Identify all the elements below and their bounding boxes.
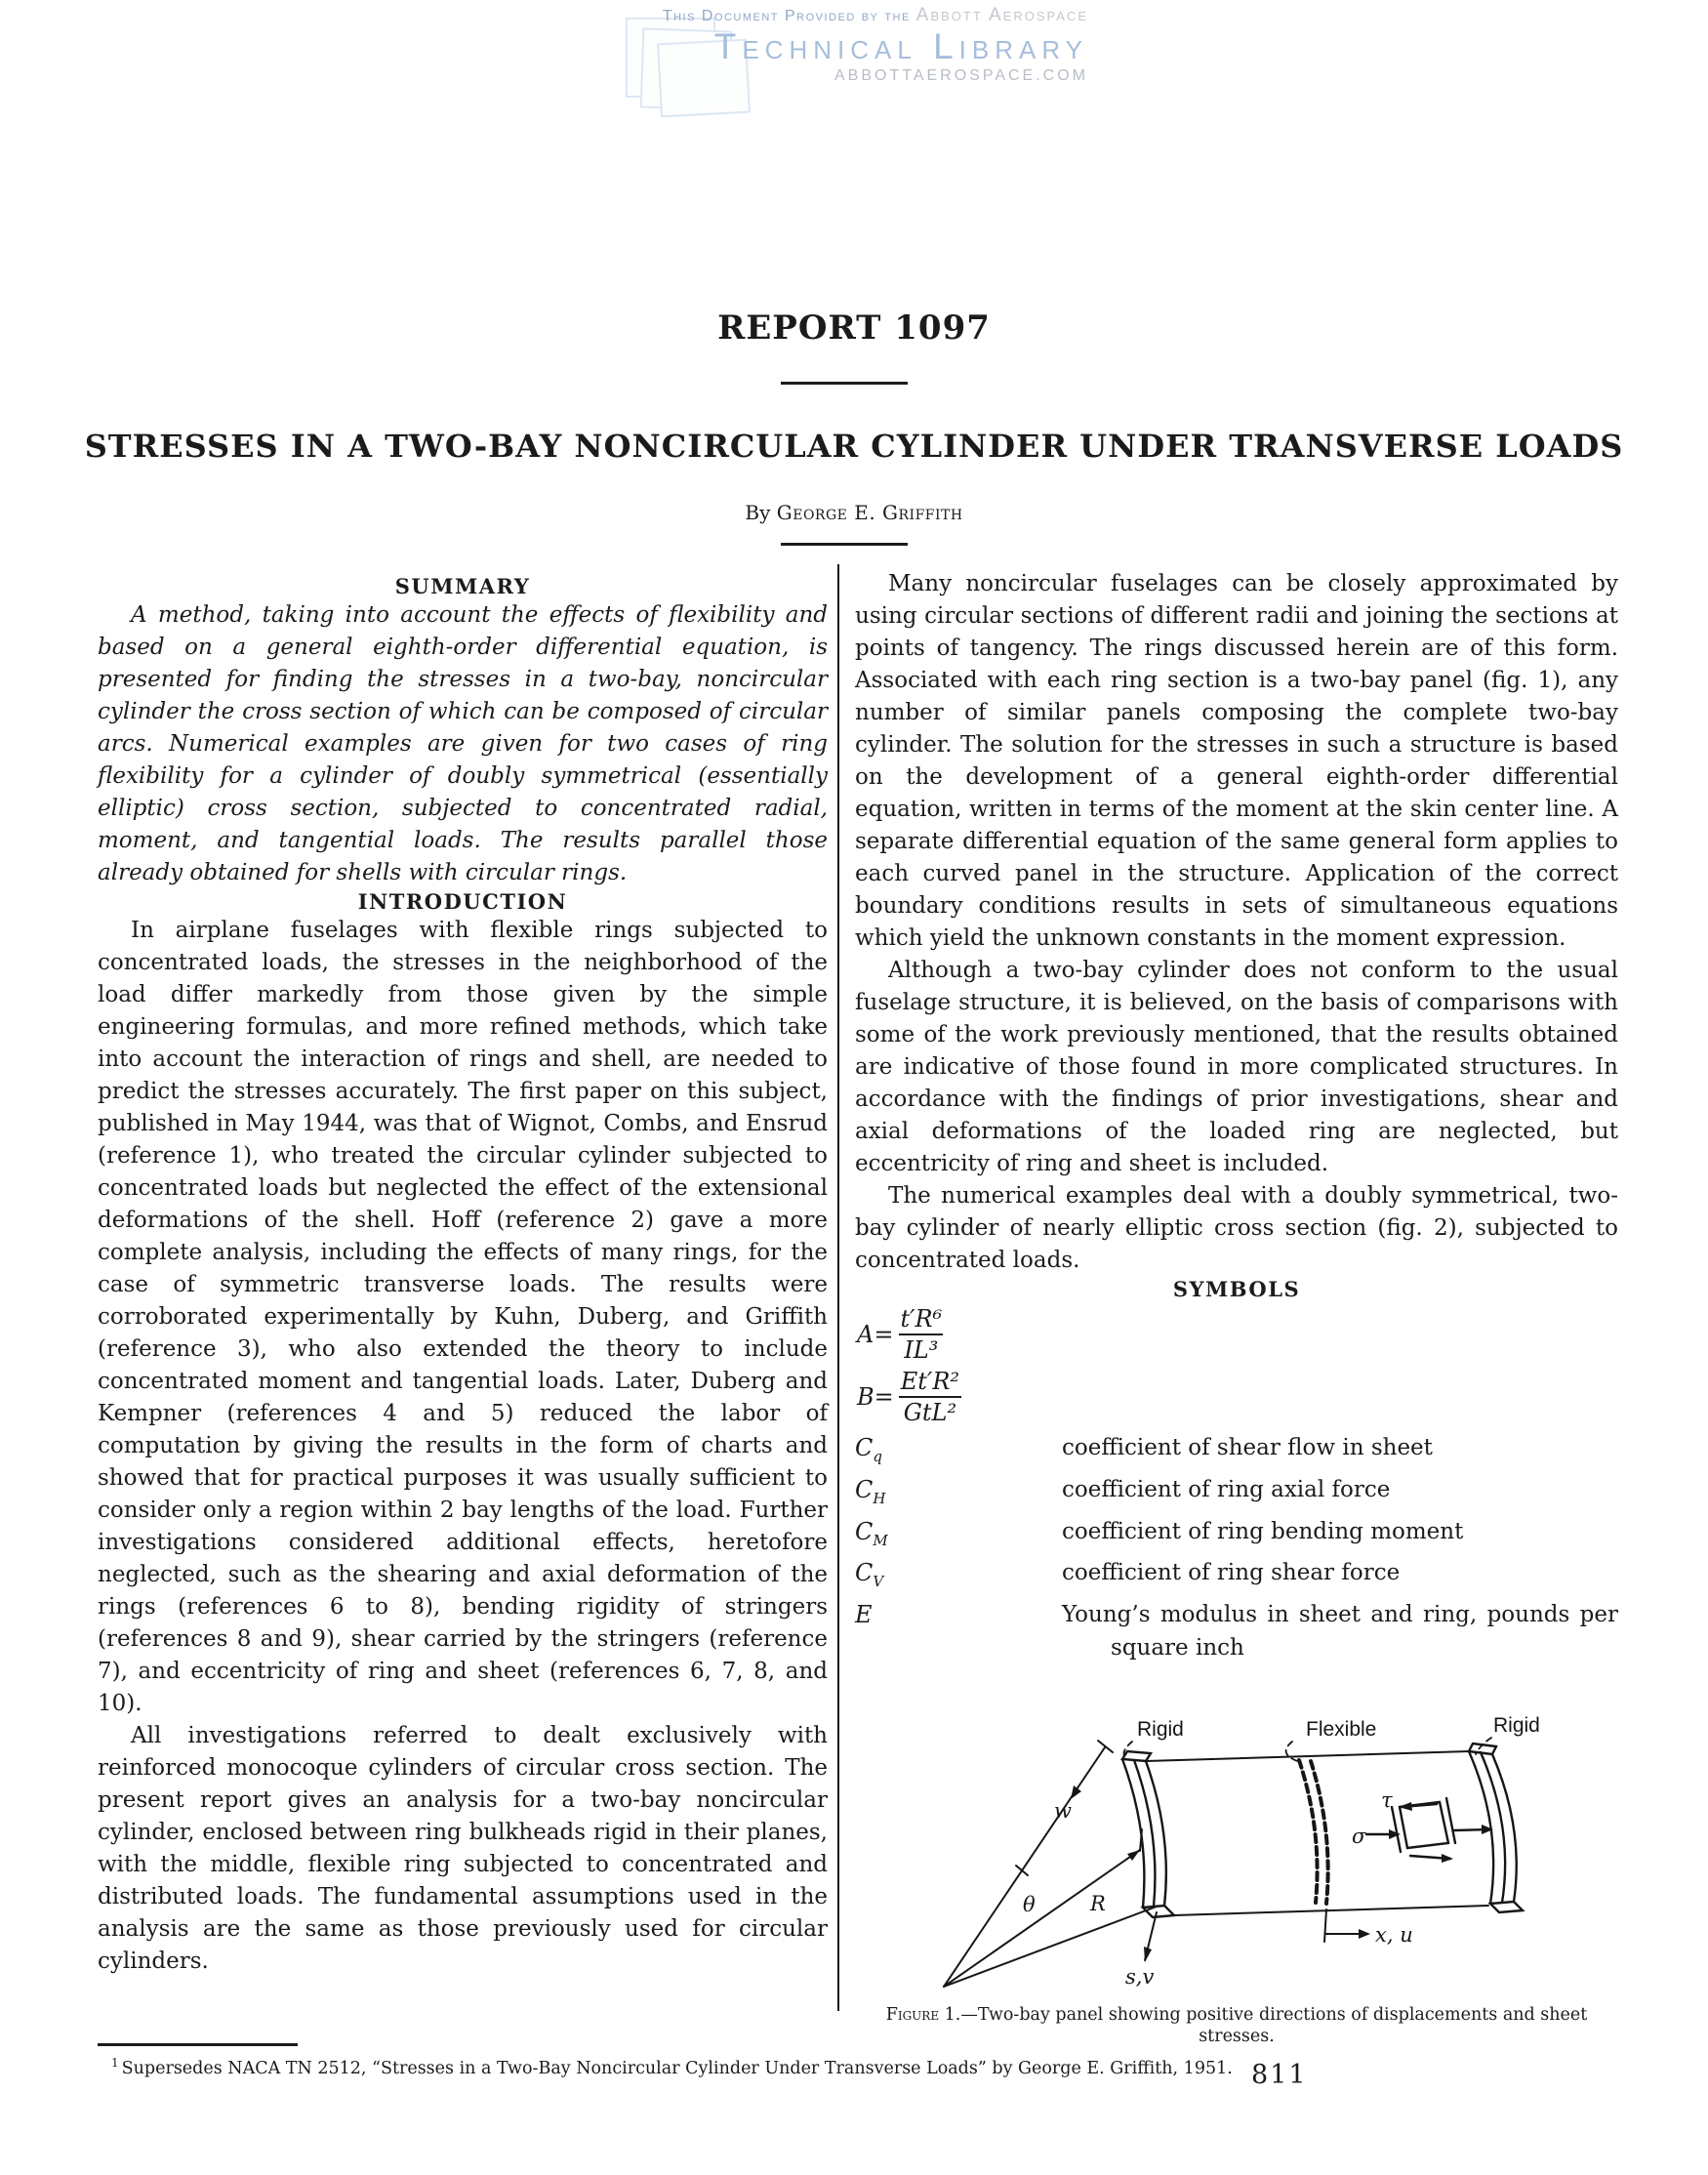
logo-provided-by-line [571,6,1088,26]
symbol-row-Cq [855,1431,1618,1473]
symbol-definition-CH: coefficient of ring axial force [1062,1476,1391,1502]
logo-technical-library-text: Technical Library [713,25,1088,66]
equation-B-denominator: GtL² [899,1396,961,1425]
abbott-aerospace-logo [571,6,1088,84]
logo-website-text: ABBOTTAEROSPACE.COM [834,66,1088,84]
summary-paragraph: A method, taking into account the effects of flexibility and based on a general eighth-order differential equation, is presented for finding the stresses in a two-bay, noncircular cylinder the cross section of which can be composed of circular arcs. Numerical examples are given for two cases of ring flexibility for a cylinder of doubly symmetrical (essentially elliptic) cross section, subjected to concentrated radial, moment, and tangential loads. The results parallel those already obtained for shells with circular rings. [98,602,828,885]
introduction-paragraph-2: All investigations referred to dealt exclusively with reinforced monocoque cylinders of circular cross section. The present report gives an analysis for a two-bay noncircular cylinder, enclosed between ring bulkheads rigid in their planes, with the middle, flexible ring subjected to concentrated and distributed loads. The fundamental assumptions used in the analysis are the same as those previously used for circular cylinders. [98,1723,828,1974]
summary-heading: SUMMARY [394,574,531,598]
symbol-row-CV [855,1556,1618,1598]
flexible-ring [1299,1760,1328,1904]
tau-stress-label: τ [1381,1788,1393,1812]
equation-B [857,1369,1618,1425]
equation-A-denominator: IL³ [899,1334,943,1363]
displacement-axes [1144,1909,1370,1962]
equation-A-numerator: t′R⁶ [900,1305,943,1333]
radial-construction-lines [944,1741,1157,1987]
flexible-label: Flexible [1306,1718,1377,1741]
footnote-rule [98,2043,298,2046]
divider-byline [781,543,908,546]
w-displacement-label: w [1054,1799,1072,1823]
figure-1-two-bay-panel [851,1706,1622,2009]
equation-A-fraction [895,1306,947,1363]
figure-1-caption [851,2004,1622,2047]
sigma-stress-label: σ [1352,1825,1366,1848]
footnote-text: Supersedes NACA TN 2512, “Stresses in a Two-Bay Noncircular Cylinder Under Transverse Loads” by George E. Griffith, 1951. [121,2058,1233,2078]
page-title: STRESSES IN A TWO-BAY NONCIRCULAR CYLINDER UNDER TRANSVERSE LOADS [84,428,1624,465]
column-separator-rule [837,564,839,2011]
symbol-definition-Cq: coefficient of shear flow in sheet [1062,1435,1433,1460]
symbol-term-E: E [855,1601,873,1629]
left-rigid-ring [1122,1751,1174,1917]
byline-prefix: By [745,501,771,524]
body-paragraph-2: Although a two-bay cylinder does not conform to the usual fuselage structure, it is believed, on the basis of comparisons with some of the work previously mentioned, that the results obtained are indicative of those found in more complicated structures. In accordance with the findings of prior investigations, shear and axial deformations of the loaded ring are neglected, but eccentricity of ring and sheet is included. [855,958,1618,1176]
sv-arrowhead [1144,1947,1152,1962]
rigid-right-label: Rigid [1493,1714,1540,1737]
symbol-row-E [855,1598,1618,1664]
body-paragraph-3: The numerical examples deal with a doubly symmetrical, two-bay cylinder of nearly elliptic cross section (fig. 2), subjected to concentrated loads. [855,1183,1618,1273]
divider-top [781,382,908,385]
symbol-term-Cq: $C_q$ [855,1434,882,1465]
R-arrowhead [1127,1850,1140,1861]
author-name: George E. Griffith [776,501,963,524]
body-paragraph-1: Many noncircular fuselages can be closely approximated by using circular sections of different radii and joining the sections at points of tangency. The rings discussed herein are of this form. Associated with each ring section is a two-bay panel (fig. 1), any number of similar panels composing the complete two-bay cylinder. The solution for the stresses in such a structure is based on the development of a general eighth-order differential equation, written in terms of the moment at the skin center line. A separate differential equation of the same general form applies to each curved panel in the structure. Application of the correct boundary conditions results in sets of simultaneous equations which yield the unknown constants in the moment expression. [855,571,1618,951]
left-column [98,574,828,1978]
introduction-paragraph-1: In airplane fuselages with flexible rings subjected to concentrated loads, the stresses in the neighborhood of the load differ markedly from those given by the simple engineering formulas, and more refined methods, which take into account the interaction of rings and shell, are needed to predict the stresses accurately. The first paper on this subject, published in May 1944, was that of Wignot, Combs, and Ensrud (reference 1), who treated the circular cylinder subjected to concentrated loads but neglected the effect of the extensional deformations of the shell. Hoff (reference 2) gave a more complete analysis, including the effects of many rings, for the case of symmetric transverse loads. The results were corroborated experimentally by Kuhn, Duberg, and Griffith (reference 3), who also extended the theory to include concentrated moment and tangential loads. Later, Duberg and Kempner (references 4 and 5) reduced the labor of computation by giving the results in the form of charts and showed that for practical purposes it was usually sufficient to consider only a region within 2 bay lengths of the load. Further investigations considered additional effects, heretofore neglected, such as the shearing and axial deformation of the rings (references 6 to 8), bending rigidity of stringers (references 8 and 9), shear carried by the stringers (reference 7), and eccentricity of ring and sheet (references 6, 7, 8, and 10). [98,918,828,1716]
introduction-heading: INTRODUCTION [357,889,568,914]
symbol-definition-CV: coefficient of ring shear force [1062,1560,1401,1586]
right-column [855,568,1618,1664]
symbol-term-CM: $C_M$ [855,1517,888,1549]
symbols-heading: SYMBOLS [1172,1277,1301,1301]
symbol-row-CH [855,1473,1618,1515]
xu-axis-label: x, u [1375,1923,1413,1947]
logo-brand-text: Abbott Aerospace [915,5,1088,25]
figure-caption-text: —Two-bay panel showing positive directions of displacements and sheet stresses. [960,2005,1588,2046]
label-leader-lines [1124,1738,1491,1762]
symbol-term-CV: $C_V$ [855,1559,884,1591]
figure-caption-prefix: Figure 1. [885,2005,961,2025]
equation-A [857,1306,1618,1363]
footnote [111,2052,1234,2079]
rigid-left-label: Rigid [1137,1718,1184,1741]
symbol-definition-E: Young’s modulus in sheet and ring, pounds per square inch [1062,1602,1618,1662]
w-arrowhead [1071,1785,1081,1799]
page-number: 811 [1251,2060,1308,2090]
equation-A-lhs: A= [857,1321,894,1348]
logo-provided-by-text: This Document Provided by the [662,8,911,24]
sv-axis-label: s,v [1125,1965,1155,1989]
byline [0,501,1708,524]
theta-angle-label: θ [1023,1893,1036,1916]
equation-B-fraction [896,1369,964,1425]
shear-bottom-arrowhead [1442,1854,1453,1863]
xu-arrowhead [1359,1929,1370,1939]
symbol-definition-CM: coefficient of ring bending moment [1062,1518,1464,1544]
report-number: REPORT 1097 [717,308,991,348]
symbol-row-CM [855,1515,1618,1557]
footnote-marker: 1 [111,2056,119,2070]
radius-R-label: R [1090,1892,1106,1915]
equation-B-numerator: Et′R² [900,1368,960,1395]
right-rigid-ring [1469,1744,1523,1912]
symbol-term-CH: $C_H$ [855,1475,886,1507]
equation-B-lhs: B= [857,1383,894,1411]
